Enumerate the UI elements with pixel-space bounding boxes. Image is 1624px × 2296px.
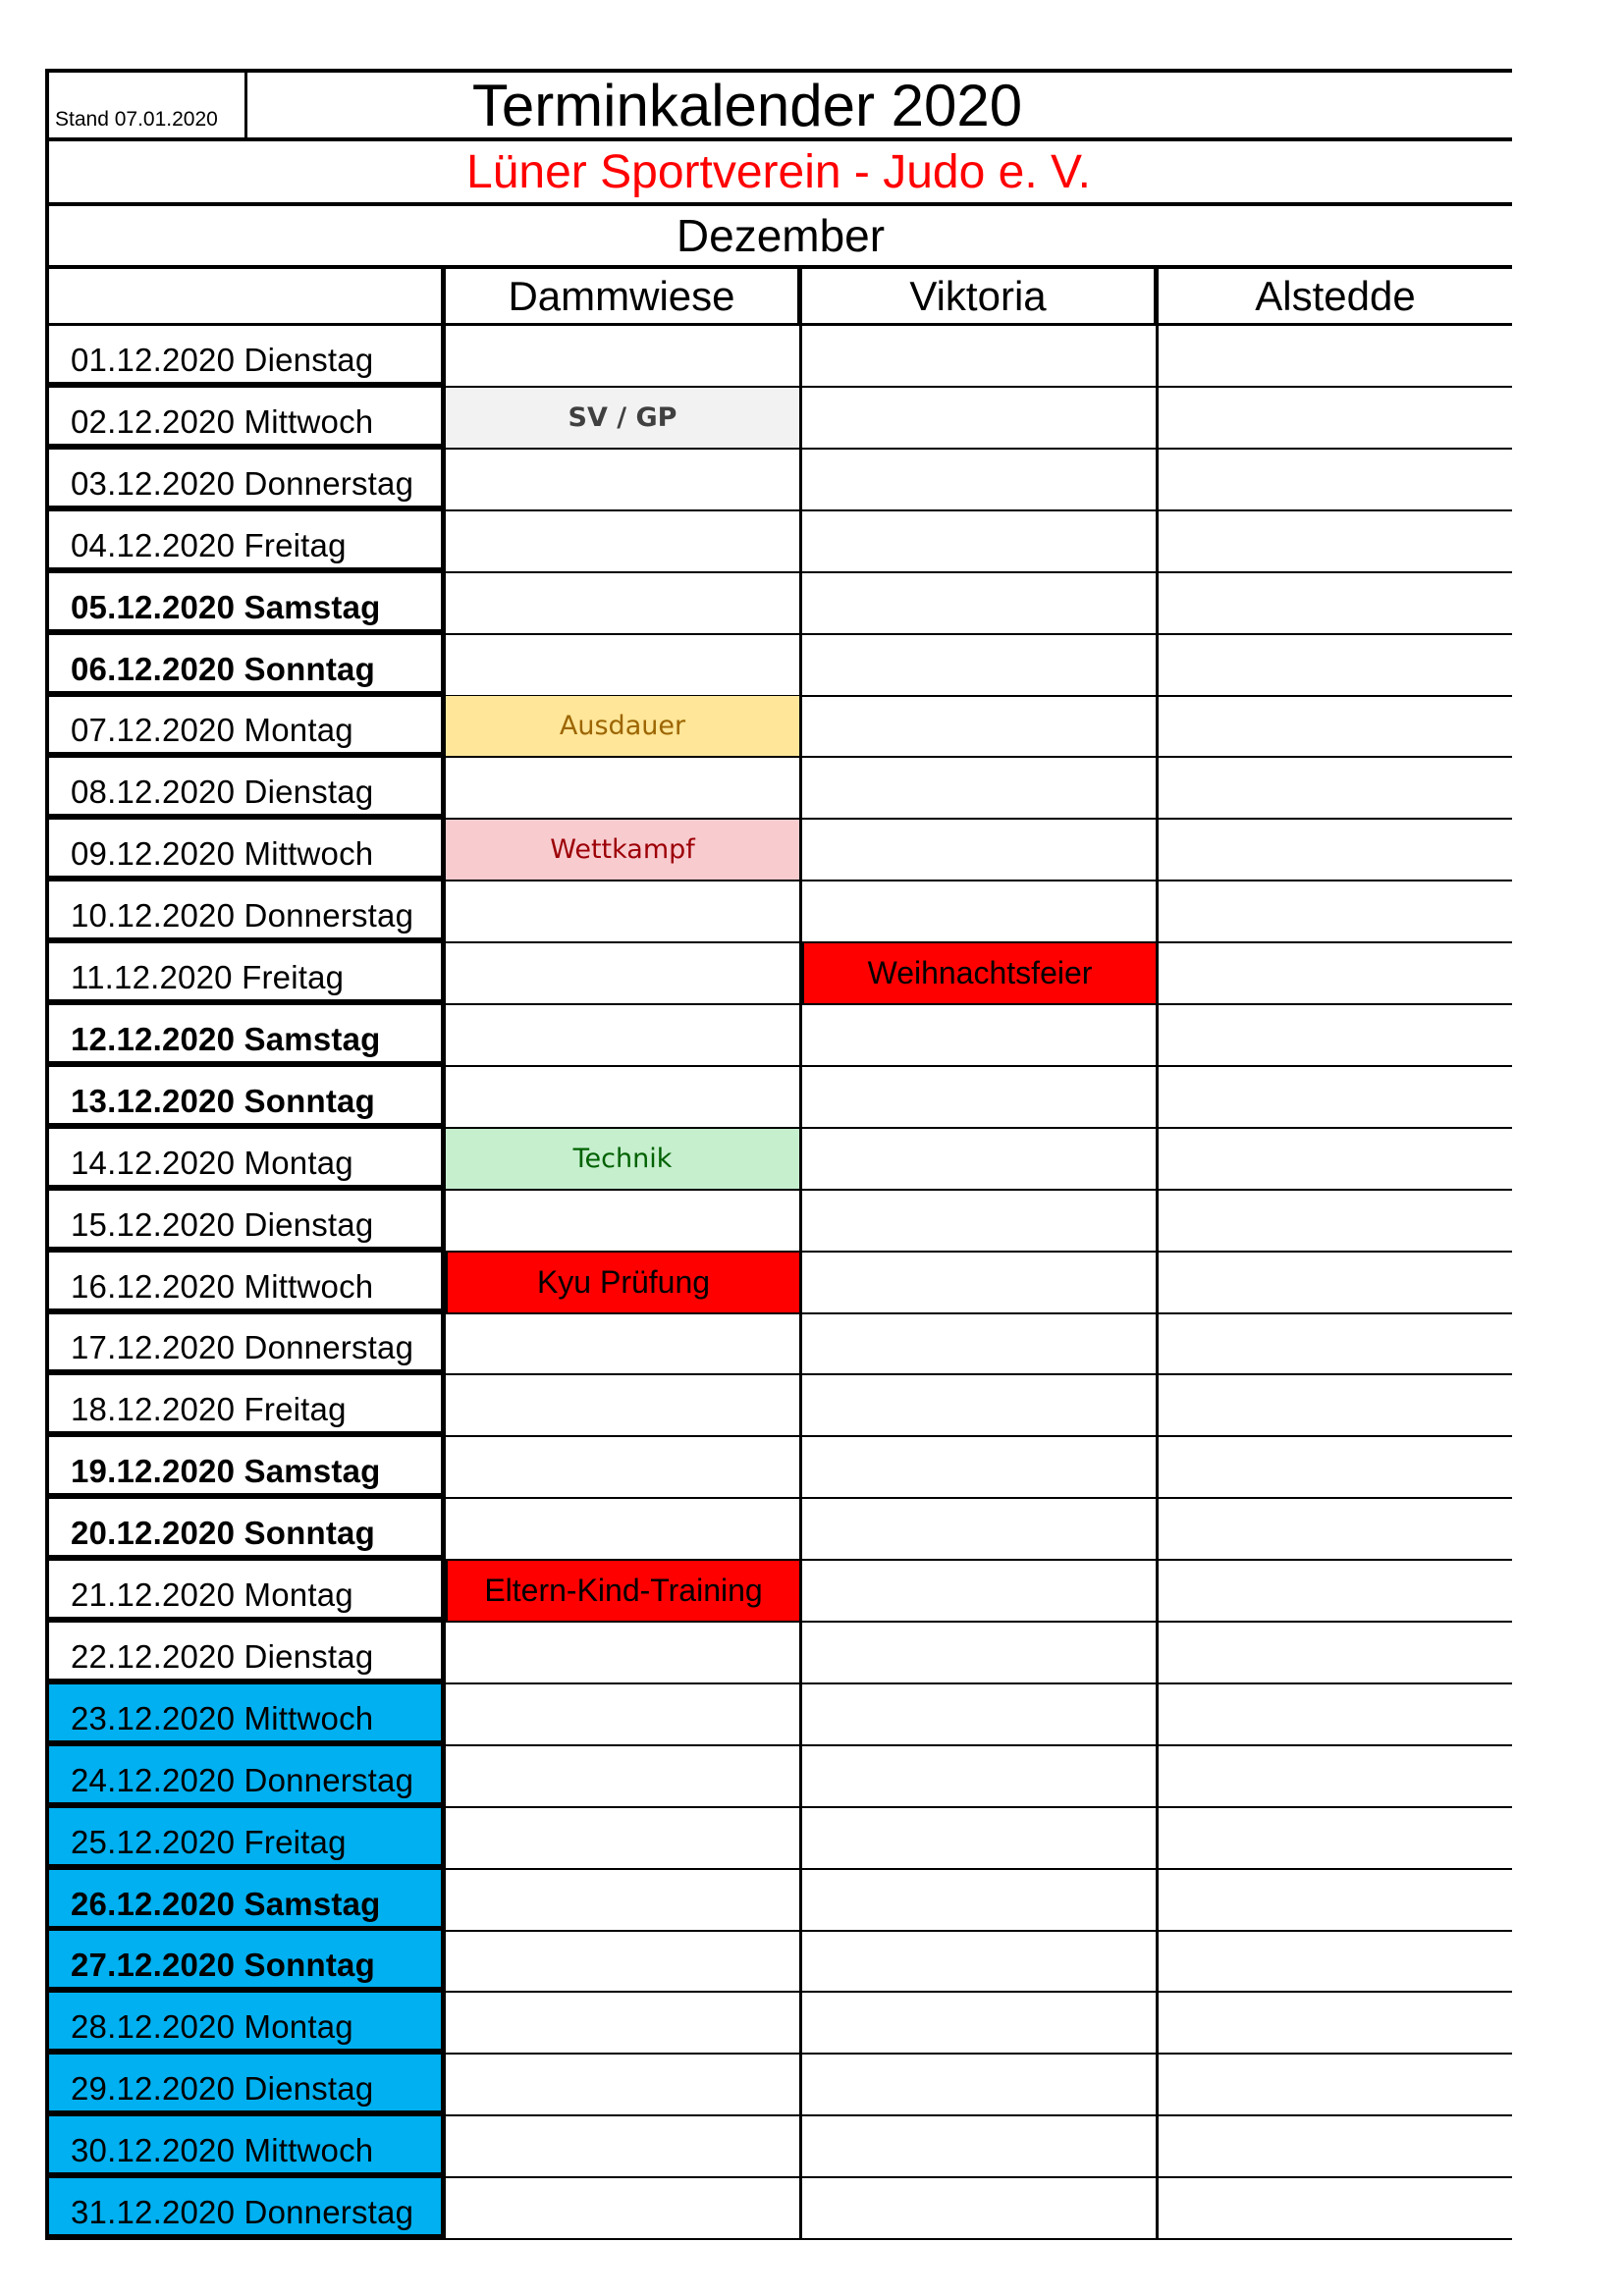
event-cell-dammwiese: [446, 2116, 802, 2176]
calendar-row: [45, 450, 1512, 511]
date-cell: [45, 1561, 446, 1621]
event-cell-viktoria: [802, 1253, 1159, 1312]
date-cell: [45, 758, 446, 818]
calendar-row: [45, 820, 1512, 881]
event-cell-viktoria: [802, 1870, 1159, 1930]
event-cell-dammwiese: [446, 388, 802, 448]
event-cell-alstedde: [1159, 326, 1512, 386]
calendar-row: [45, 1684, 1512, 1746]
event-cell-dammwiese: [446, 1684, 802, 1744]
date-text: 08.12.2020: [71, 774, 236, 811]
date-cell: [45, 1931, 446, 1991]
weekday-text: Dienstag: [244, 2070, 374, 2108]
event-cell-viktoria: [802, 1499, 1159, 1559]
calendar-row: [45, 1561, 1512, 1623]
event-cell-dammwiese: [446, 1375, 802, 1435]
weekday-text: Montag: [244, 1576, 353, 1613]
calendar-row: [45, 573, 1512, 635]
date-cell: [45, 1993, 446, 2053]
event-cell-viktoria: [802, 1623, 1159, 1682]
date-text: 02.12.2020: [71, 402, 236, 440]
date-cell: [45, 943, 446, 1003]
date-cell: [45, 1129, 446, 1189]
weekday-text: Montag: [244, 1144, 353, 1181]
date-text: 01.12.2020: [71, 342, 236, 378]
date-text: 25.12.2020: [71, 1823, 236, 1860]
date-cell: [45, 2178, 446, 2238]
event-cell-dammwiese: [446, 635, 802, 695]
date-text: 04.12.2020: [71, 526, 236, 563]
event-cell-dammwiese: [446, 450, 802, 509]
event-cell-alstedde: [1159, 388, 1512, 448]
event-cell-viktoria: [802, 1746, 1159, 1806]
event-cell-viktoria: [802, 758, 1159, 818]
calendar-row: [45, 1993, 1512, 2055]
event-cell-dammwiese: [446, 2055, 802, 2114]
event-cell-alstedde: [1159, 1067, 1512, 1127]
event-cell-dammwiese: [446, 573, 802, 633]
weekday-text: Mittwoch: [244, 2132, 374, 2169]
event-cell-dammwiese: [446, 943, 802, 1003]
date-text: 13.12.2020: [71, 1082, 236, 1119]
date-text: 27.12.2020: [71, 1947, 236, 1984]
event-cell-dammwiese: [446, 820, 802, 880]
weekday-text: Mittwoch: [244, 1267, 374, 1305]
event-cell-viktoria: [802, 1067, 1159, 1127]
date-cell: [45, 1808, 446, 1868]
calendar-row: [45, 696, 1512, 758]
date-text: 29.12.2020: [71, 2070, 236, 2108]
date-cell: [45, 1005, 446, 1065]
weekday-text: Sonntag: [244, 1947, 375, 1984]
date-cell: [45, 1067, 446, 1127]
event-cell-alstedde: [1159, 1499, 1512, 1559]
page-title: Terminkalender 2020: [247, 69, 1512, 141]
event-cell-viktoria: [802, 1931, 1159, 1991]
event-cell-viktoria: [802, 326, 1159, 386]
column-header-row: [45, 269, 1512, 326]
event-cell-alstedde: [1159, 1191, 1512, 1251]
event-cell-alstedde: [1159, 1808, 1512, 1868]
date-text: 21.12.2020: [71, 1576, 236, 1613]
weekday-text: Freitag: [244, 1823, 347, 1860]
calendar-row: [45, 1067, 1512, 1129]
event-cell-alstedde: [1159, 1561, 1512, 1621]
event-cell-alstedde: [1159, 2178, 1512, 2238]
weekday-text: Donnerstag: [244, 1761, 414, 1798]
event-cell-dammwiese: [446, 1313, 802, 1373]
weekday-text: Dienstag: [244, 1637, 374, 1675]
event-cell-viktoria: [802, 943, 1159, 1003]
date-cell: [45, 388, 446, 448]
date-text: 10.12.2020: [71, 897, 236, 934]
date-cell: [45, 1313, 446, 1373]
event-cell-dammwiese: [446, 1067, 802, 1127]
date-text: 14.12.2020: [71, 1144, 236, 1181]
stand-date: [45, 69, 247, 141]
event-cell-alstedde: [1159, 1623, 1512, 1682]
event-cell-dammwiese: [446, 1561, 802, 1621]
date-text: 20.12.2020: [71, 1515, 236, 1552]
date-text: 07.12.2020: [71, 712, 236, 749]
event-cell-dammwiese: [446, 1623, 802, 1682]
event-cell-viktoria: [802, 635, 1159, 695]
event-cell-dammwiese: [446, 696, 802, 756]
date-cell: [45, 1499, 446, 1559]
event-cell-dammwiese: [446, 1931, 802, 1991]
weekday-text: Donnerstag: [244, 2194, 414, 2230]
weekday-text: Montag: [244, 712, 353, 749]
event-cell-viktoria: [802, 1561, 1159, 1621]
event-cell-viktoria: [802, 511, 1159, 571]
date-column-header: [49, 269, 446, 323]
calendar-row: [45, 1437, 1512, 1499]
event-cell-alstedde: [1159, 1437, 1512, 1497]
date-cell: [45, 2055, 446, 2114]
date-cell: [45, 450, 446, 509]
date-text: 03.12.2020: [71, 464, 236, 502]
weekday-text: Freitag: [244, 526, 347, 563]
event-cell-viktoria: [802, 1129, 1159, 1189]
weekday-text: Sonntag: [244, 1082, 375, 1119]
event-cell-alstedde: [1159, 696, 1512, 756]
date-cell: [45, 820, 446, 880]
event-cell-viktoria: [802, 1993, 1159, 2053]
weekday-text: Samstag: [244, 1885, 381, 1922]
event-cell-alstedde: [1159, 758, 1512, 818]
event-cell-dammwiese: [446, 1129, 802, 1189]
weekday-text: Sonntag: [244, 1515, 375, 1552]
month-title: Dezember: [45, 206, 1512, 269]
weekday-text: Mittwoch: [244, 1699, 374, 1736]
event-cell-alstedde: [1159, 943, 1512, 1003]
date-cell: [45, 1375, 446, 1435]
calendar-row: [45, 1191, 1512, 1253]
calendar-row: [45, 388, 1512, 450]
calendar-row: [45, 1623, 1512, 1684]
event-cell-dammwiese: [446, 881, 802, 941]
event-cell-alstedde: [1159, 2055, 1512, 2114]
weekday-text: Mittwoch: [244, 835, 374, 873]
date-text: 31.12.2020: [71, 2194, 236, 2230]
event-cell-alstedde: [1159, 573, 1512, 633]
date-cell: [45, 696, 446, 756]
event-cell-viktoria: [802, 1437, 1159, 1497]
event-cell-dammwiese: [446, 1437, 802, 1497]
date-cell: [45, 573, 446, 633]
event-cell-alstedde: [1159, 820, 1512, 880]
event-cell-viktoria: [802, 1005, 1159, 1065]
date-cell: [45, 1191, 446, 1251]
date-text: 30.12.2020: [71, 2132, 236, 2169]
event-label: SV / GP: [568, 401, 677, 433]
event-label: Eltern-Kind-Training: [484, 1573, 763, 1608]
club-name: Lüner Sportverein - Judo e. V.: [45, 141, 1512, 206]
event-label: Technik: [572, 1143, 673, 1174]
event-cell-alstedde: [1159, 635, 1512, 695]
date-text: 23.12.2020: [71, 1699, 236, 1736]
calendar-row: [45, 1808, 1512, 1870]
date-text: 12.12.2020: [71, 1020, 236, 1057]
event-cell-viktoria: [802, 388, 1159, 448]
calendar-row: [45, 2178, 1512, 2240]
event-cell-alstedde: [1159, 1313, 1512, 1373]
calendar-row: [45, 2116, 1512, 2178]
event-cell-viktoria: [802, 2055, 1159, 2114]
event-cell-alstedde: [1159, 1870, 1512, 1930]
date-cell: [45, 1684, 446, 1744]
date-text: 05.12.2020: [71, 588, 236, 625]
weekday-text: Sonntag: [244, 650, 375, 687]
calendar-row: [45, 1499, 1512, 1561]
event-cell-alstedde: [1159, 1129, 1512, 1189]
calendar-row: [45, 635, 1512, 697]
weekday-text: Mittwoch: [244, 402, 374, 440]
event-cell-viktoria: [802, 820, 1159, 880]
event-cell-dammwiese: [446, 326, 802, 386]
weekday-text: Samstag: [244, 1020, 381, 1057]
date-text: 11.12.2020: [71, 959, 233, 995]
event-cell-dammwiese: [446, 511, 802, 571]
calendar-row: [45, 758, 1512, 820]
weekday-text: Freitag: [244, 1391, 347, 1428]
event-cell-alstedde: [1159, 1931, 1512, 1991]
event-cell-alstedde: [1159, 511, 1512, 571]
event-label: Ausdauer: [559, 711, 686, 742]
stand-label: Stand 07.01.2020: [55, 108, 218, 131]
date-text: 24.12.2020: [71, 1761, 236, 1798]
event-cell-alstedde: [1159, 2116, 1512, 2176]
date-text: 16.12.2020: [71, 1267, 236, 1305]
date-text: 15.12.2020: [71, 1205, 236, 1243]
weekday-text: Donnerstag: [244, 1329, 414, 1366]
event-cell-viktoria: [802, 1684, 1159, 1744]
calendar-row: [45, 1931, 1512, 1993]
event-cell-viktoria: [802, 881, 1159, 941]
date-text: 09.12.2020: [71, 835, 236, 873]
calendar-row: [45, 881, 1512, 943]
weekday-text: Dienstag: [244, 1205, 374, 1243]
date-cell: [45, 1870, 446, 1930]
date-cell: [45, 1253, 446, 1312]
event-cell-dammwiese: [446, 1499, 802, 1559]
date-cell: [45, 511, 446, 571]
event-cell-viktoria: [802, 1808, 1159, 1868]
event-cell-viktoria: [802, 450, 1159, 509]
event-cell-dammwiese: [446, 1870, 802, 1930]
date-cell: [45, 881, 446, 941]
date-text: 19.12.2020: [71, 1453, 236, 1490]
calendar-row: [45, 326, 1512, 388]
event-cell-alstedde: [1159, 1005, 1512, 1065]
date-cell: [45, 1437, 446, 1497]
event-cell-viktoria: [802, 1313, 1159, 1373]
event-cell-viktoria: [802, 696, 1159, 756]
event-label: Kyu Prüfung: [536, 1263, 711, 1300]
date-text: 06.12.2020: [71, 650, 236, 687]
date-cell: [45, 2116, 446, 2176]
weekday-text: Donnerstag: [244, 464, 414, 502]
column-header-dammwiese: Dammwiese: [446, 269, 802, 323]
event-cell-viktoria: [802, 1375, 1159, 1435]
event-label: Weihnachtsfeier: [867, 955, 1093, 990]
calendar-row: [45, 2055, 1512, 2116]
calendar-row: [45, 1129, 1512, 1191]
date-text: 26.12.2020: [71, 1885, 236, 1922]
event-cell-viktoria: [802, 573, 1159, 633]
calendar-row: [45, 511, 1512, 573]
event-cell-dammwiese: [446, 1746, 802, 1806]
column-header-alstedde: Alstedde: [1255, 272, 1416, 319]
date-cell: [45, 326, 446, 386]
calendar-row: [45, 1313, 1512, 1375]
weekday-text: Samstag: [244, 588, 381, 625]
event-cell-alstedde: [1159, 1993, 1512, 2053]
event-cell-alstedde: [1159, 1746, 1512, 1806]
weekday-text: Montag: [244, 2008, 353, 2046]
column-header-viktoria: Viktoria: [802, 269, 1159, 323]
date-text: 22.12.2020: [71, 1637, 236, 1675]
event-cell-dammwiese: [446, 1808, 802, 1868]
calendar-row: [45, 1005, 1512, 1067]
event-cell-alstedde: [1159, 881, 1512, 941]
event-cell-alstedde: [1159, 1253, 1512, 1312]
date-text: 28.12.2020: [71, 2008, 236, 2046]
event-cell-dammwiese: [446, 1191, 802, 1251]
weekday-text: Dienstag: [244, 774, 374, 811]
event-cell-dammwiese: [446, 758, 802, 818]
calendar-row: [45, 1253, 1512, 1314]
date-text: 17.12.2020: [71, 1329, 236, 1366]
weekday-text: Dienstag: [244, 342, 374, 378]
event-cell-dammwiese: [446, 2178, 802, 2238]
date-cell: [45, 1746, 446, 1806]
weekday-text: Donnerstag: [244, 897, 414, 934]
event-cell-alstedde: [1159, 450, 1512, 509]
event-cell-viktoria: [802, 1191, 1159, 1251]
calendar-row: [45, 943, 1512, 1005]
date-cell: [45, 1623, 446, 1682]
calendar-row: [45, 1870, 1512, 1932]
event-cell-dammwiese: [446, 1253, 802, 1312]
event-cell-alstedde: [1159, 1375, 1512, 1435]
calendar-row: [45, 1375, 1512, 1437]
event-cell-dammwiese: [446, 1005, 802, 1065]
date-text: 18.12.2020: [71, 1391, 236, 1428]
event-cell-viktoria: [802, 2178, 1159, 2238]
event-cell-dammwiese: [446, 1993, 802, 2053]
event-label: Wettkampf: [550, 834, 695, 866]
event-cell-alstedde: [1159, 1684, 1512, 1744]
weekday-text: Freitag: [242, 959, 345, 995]
event-cell-viktoria: [802, 2116, 1159, 2176]
calendar-row: [45, 1746, 1512, 1808]
weekday-text: Samstag: [244, 1453, 381, 1490]
date-cell: [45, 635, 446, 695]
